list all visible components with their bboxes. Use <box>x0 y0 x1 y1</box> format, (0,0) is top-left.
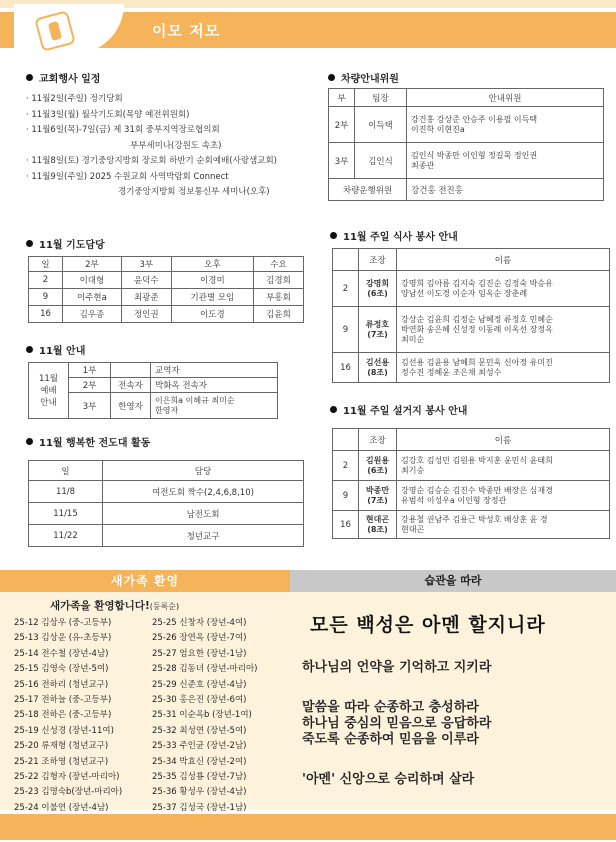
table-cell: 강명희 (6조) <box>359 271 397 307</box>
table-header: 일 <box>29 257 63 272</box>
bullet-icon <box>330 406 337 413</box>
footer-band <box>0 814 616 840</box>
table-cell: 강상순 김윤희 김정순 남혜정 류정호 민혜순 박연화 송은혜 신성정 이동례 이옥선 장정옥 최미순 <box>397 307 610 353</box>
dish-heading: 11월 주일 설거지 봉사 안내 <box>330 402 467 417</box>
table-header: 2부 <box>63 257 122 272</box>
table-cell: 2 <box>333 271 359 307</box>
table-cell: 김선용 김윤용 남혜희 문민욱 신아정 유미진 정수진 정혜윤 조은채 최성수 <box>397 353 610 383</box>
table-cell: 이득택 <box>355 107 407 143</box>
table-cell: 현대곤 (8조) <box>359 511 397 539</box>
table-cell: 이주현a <box>63 289 122 306</box>
habit-heading: 습관을 따라 <box>290 570 616 592</box>
bullet-icon <box>26 74 33 81</box>
table-cell: 9 <box>333 307 359 353</box>
table-cell: 이은희a 이혜규 최미순 한영자 <box>151 393 278 419</box>
table-cell: 교역자 <box>151 363 278 378</box>
meal-table <box>332 248 610 383</box>
page-title: 이모 저모 <box>152 22 221 40</box>
events-list <box>26 92 316 201</box>
table-cell: 2 <box>29 272 63 289</box>
table-cell <box>111 363 151 378</box>
welcome-heading: 새가족 환영 <box>0 570 290 592</box>
table-cell: 김원용 (6조) <box>359 451 397 481</box>
table-header: 이름 <box>397 249 610 271</box>
page-header <box>0 0 616 64</box>
table-cell: 박종만 (7조) <box>359 481 397 511</box>
table-cell: 이경미 <box>171 272 253 289</box>
table-cell: 김우종 <box>63 306 122 323</box>
list-item: 25-29 신준호 (장년-4남) <box>152 679 247 690</box>
list-item: 25-37 김성국 (장년-1남) <box>152 802 247 813</box>
list-item: 25-24 이불연 (장년-4남) <box>14 802 109 813</box>
habit-line: '아멘' 신앙으로 승리하며 살라 <box>302 772 475 787</box>
table-cell: 2부 <box>69 378 111 393</box>
evangelism-heading: 11월 행복한 전도대 활동 <box>26 434 150 449</box>
table-cell: 9 <box>29 289 63 306</box>
table-cell: 김인식 <box>355 143 407 179</box>
bottom-section <box>0 570 616 842</box>
list-item: 25-22 김형자 (장년-마리아) <box>14 772 120 783</box>
table-cell: 11/22 <box>29 525 103 547</box>
table-header: 이름 <box>397 429 610 451</box>
table-cell: 정인권 <box>121 306 171 323</box>
table-cell: 1부 <box>69 363 111 378</box>
event-item: · 11월8일(토) 경기중앙지방회 장로회 하반기 순회예배(사랑샘교회) <box>26 156 277 166</box>
list-item: 25-25 신창자 (장년-4여) <box>152 618 247 628</box>
list-item: 25-26 장연옥 (장년-7여) <box>152 633 247 644</box>
table-cell: 강건홍 전진홍 <box>407 179 604 201</box>
table-cell: 윤덕수 <box>121 272 171 289</box>
table-cell: 청년교구 <box>103 525 304 547</box>
table-cell: 한영자 <box>111 393 151 419</box>
table-cell: 강건홍 강상준 안승주 이용필 이득택 이진학 이현진a <box>407 107 604 143</box>
habit-line: 하나님 중심의 믿음으로 응답하라 <box>302 716 492 731</box>
table-header: 담당 <box>103 461 304 481</box>
table-cell: 김강호 김성민 김원용 박지훈 윤민식 윤태희 최기승 <box>397 451 610 481</box>
vehicle-heading: 차량안내위원 <box>328 70 399 85</box>
table-cell: 최광준 <box>121 289 171 306</box>
events-heading: 교회행사 일정 <box>26 70 100 85</box>
list-item: 25-36 황성우 (장년-4남) <box>152 787 247 798</box>
habit-line: 하나님의 언약을 기억하고 지키라 <box>302 660 492 675</box>
table-cell: 3부 <box>69 393 111 419</box>
table-header: 일 <box>29 461 103 481</box>
event-item: · 11월2일(주일) 정기당회 <box>26 94 123 104</box>
guide-table <box>28 362 278 419</box>
prayer-table <box>28 256 304 323</box>
dish-table <box>332 428 610 539</box>
bullet-icon <box>330 232 337 239</box>
table-cell: 김경희 <box>253 272 303 289</box>
meal-heading: 11월 주일 식사 봉사 안내 <box>330 228 458 243</box>
habit-panel <box>290 592 616 810</box>
welcome-list-left <box>14 616 122 816</box>
list-item: 25-35 김성룡 (장년-7남) <box>152 772 247 783</box>
table-cell: 이도경 <box>171 306 253 323</box>
table-cell: 11/8 <box>29 481 103 503</box>
table-cell: 9 <box>333 481 359 511</box>
table-cell: 남전도회 <box>103 503 304 525</box>
table-cell: 차량운행위원 <box>329 179 407 201</box>
table-header <box>333 429 359 451</box>
habit-line: 죽도록 순종하여 믿음을 이루라 <box>302 732 479 747</box>
list-item: 25-15 김영숙 (장년-5여) <box>14 664 109 675</box>
list-item: 25-17 전하늘 (중-고등부) <box>14 695 112 706</box>
table-cell: 강명희 김아름 김지숙 김진순 김정숙 박승유 양남선 이도경 이순자 임옥순 장춘례 <box>397 271 610 307</box>
church-logo-icon <box>34 10 76 52</box>
welcome-panel <box>0 592 290 813</box>
table-header: 수요 <box>253 257 303 272</box>
list-item: 25-14 전수철 (장년-4남) <box>14 648 109 659</box>
table-cell: 16 <box>29 306 63 323</box>
event-item: 경기중앙지방회 정보통신부 세미나(오후) <box>118 187 270 197</box>
table-header: 안내위원 <box>407 89 604 107</box>
vehicle-table <box>328 88 604 201</box>
table-cell: 김윤희 <box>253 306 303 323</box>
list-item: 25-20 류재형 (청년교구) <box>14 741 109 752</box>
table-header: 조장 <box>359 249 397 271</box>
event-item: · 11월6일(목)-7일(금) 제 31회 중부지역장로협의회 <box>26 125 220 135</box>
table-cell: 강명순 김승순 김진수 박종만 배장은 심재경 유범석 이성우a 이인형 장정관 <box>397 481 610 511</box>
table-header: 오후 <box>171 257 253 272</box>
event-item: 부부세미나(강원도 속초) <box>130 140 222 151</box>
table-cell: 강용철 권남주 김용근 박성호 배상훈 윤 경 현대곤 <box>397 511 610 539</box>
table-header: 3부 <box>121 257 171 272</box>
list-item: 25-13 김상운 (유-초등부) <box>14 633 112 644</box>
table-cell: 11월 예배 안내 <box>29 363 69 419</box>
evangelism-table <box>28 460 304 547</box>
welcome-list-right <box>152 616 258 816</box>
list-item: 25-18 전하은 (중-고등부) <box>14 710 112 721</box>
table-cell: 부흥회 <box>253 289 303 306</box>
list-item: 25-34 박효신 (장년-2여) <box>152 756 247 767</box>
habit-line: 말씀을 따라 순종하고 충성하라 <box>302 700 479 715</box>
bullet-icon <box>26 240 33 247</box>
table-cell: 김선용 (8조) <box>359 353 397 383</box>
event-item: · 11월9일(주일) 2025 수원교회 사역박람회 Connect <box>26 171 229 182</box>
table-cell: 16 <box>333 511 359 539</box>
bullet-icon <box>328 74 335 81</box>
list-item: 25-33 주인균 (장년-2남) <box>152 741 247 752</box>
table-cell: 전속자 <box>111 378 151 393</box>
table-cell: 2 <box>333 451 359 481</box>
table-cell: 류정호 (7조) <box>359 307 397 353</box>
table-cell: 여전도회 짝수(2,4,6,8,10) <box>103 481 304 503</box>
table-cell: 2부 <box>329 107 355 143</box>
list-item: 25-19 신성경 (장년-11여) <box>14 725 114 736</box>
prayer-heading: 11월 기도담당 <box>26 236 105 251</box>
bullet-icon <box>26 438 33 445</box>
motto-text: 모든 백성은 아멘 할지니라 <box>310 614 546 636</box>
list-item: 25-32 최성연 (장년-5여) <box>152 725 247 736</box>
guide-heading: 11월 안내 <box>26 342 85 357</box>
table-header: 부 <box>329 89 355 107</box>
table-cell: 김인식 박종만 이인형 정길묵 정인권 최종관 <box>407 143 604 179</box>
event-item: · 11월3일(월) 월삭기도회(목양 예전위원회) <box>26 109 190 120</box>
table-header <box>333 249 359 271</box>
list-item: 25-12 김상우 (중-고등부) <box>14 618 112 628</box>
table-header: 조장 <box>359 429 397 451</box>
table-header: 팀장 <box>355 89 407 107</box>
table-cell: 기관별 모임 <box>171 289 253 306</box>
list-item: 25-31 이순옥b (장년-1여) <box>152 710 252 721</box>
welcome-subtitle: 새가족을 환영합니다!(등록순) <box>50 600 180 612</box>
list-item: 25-28 김동녀 (장년-마리아) <box>152 664 258 675</box>
table-cell: 3부 <box>329 143 355 179</box>
table-cell: 11/15 <box>29 503 103 525</box>
table-cell: 이대형 <box>63 272 122 289</box>
bullet-icon <box>26 346 33 353</box>
list-item: 25-23 김명숙b(장년-마리아) <box>14 787 123 798</box>
list-item: 25-21 조하영 (청년교구) <box>14 756 109 767</box>
table-cell: 16 <box>333 353 359 383</box>
list-item: 25-30 홍은진 (장년-6여) <box>152 695 247 706</box>
list-item: 25-27 엄요한 (장년-1남) <box>152 648 247 659</box>
table-cell: 박화옥 전속자 <box>151 378 278 393</box>
list-item: 25-16 전하리 (청년교구) <box>14 679 109 690</box>
